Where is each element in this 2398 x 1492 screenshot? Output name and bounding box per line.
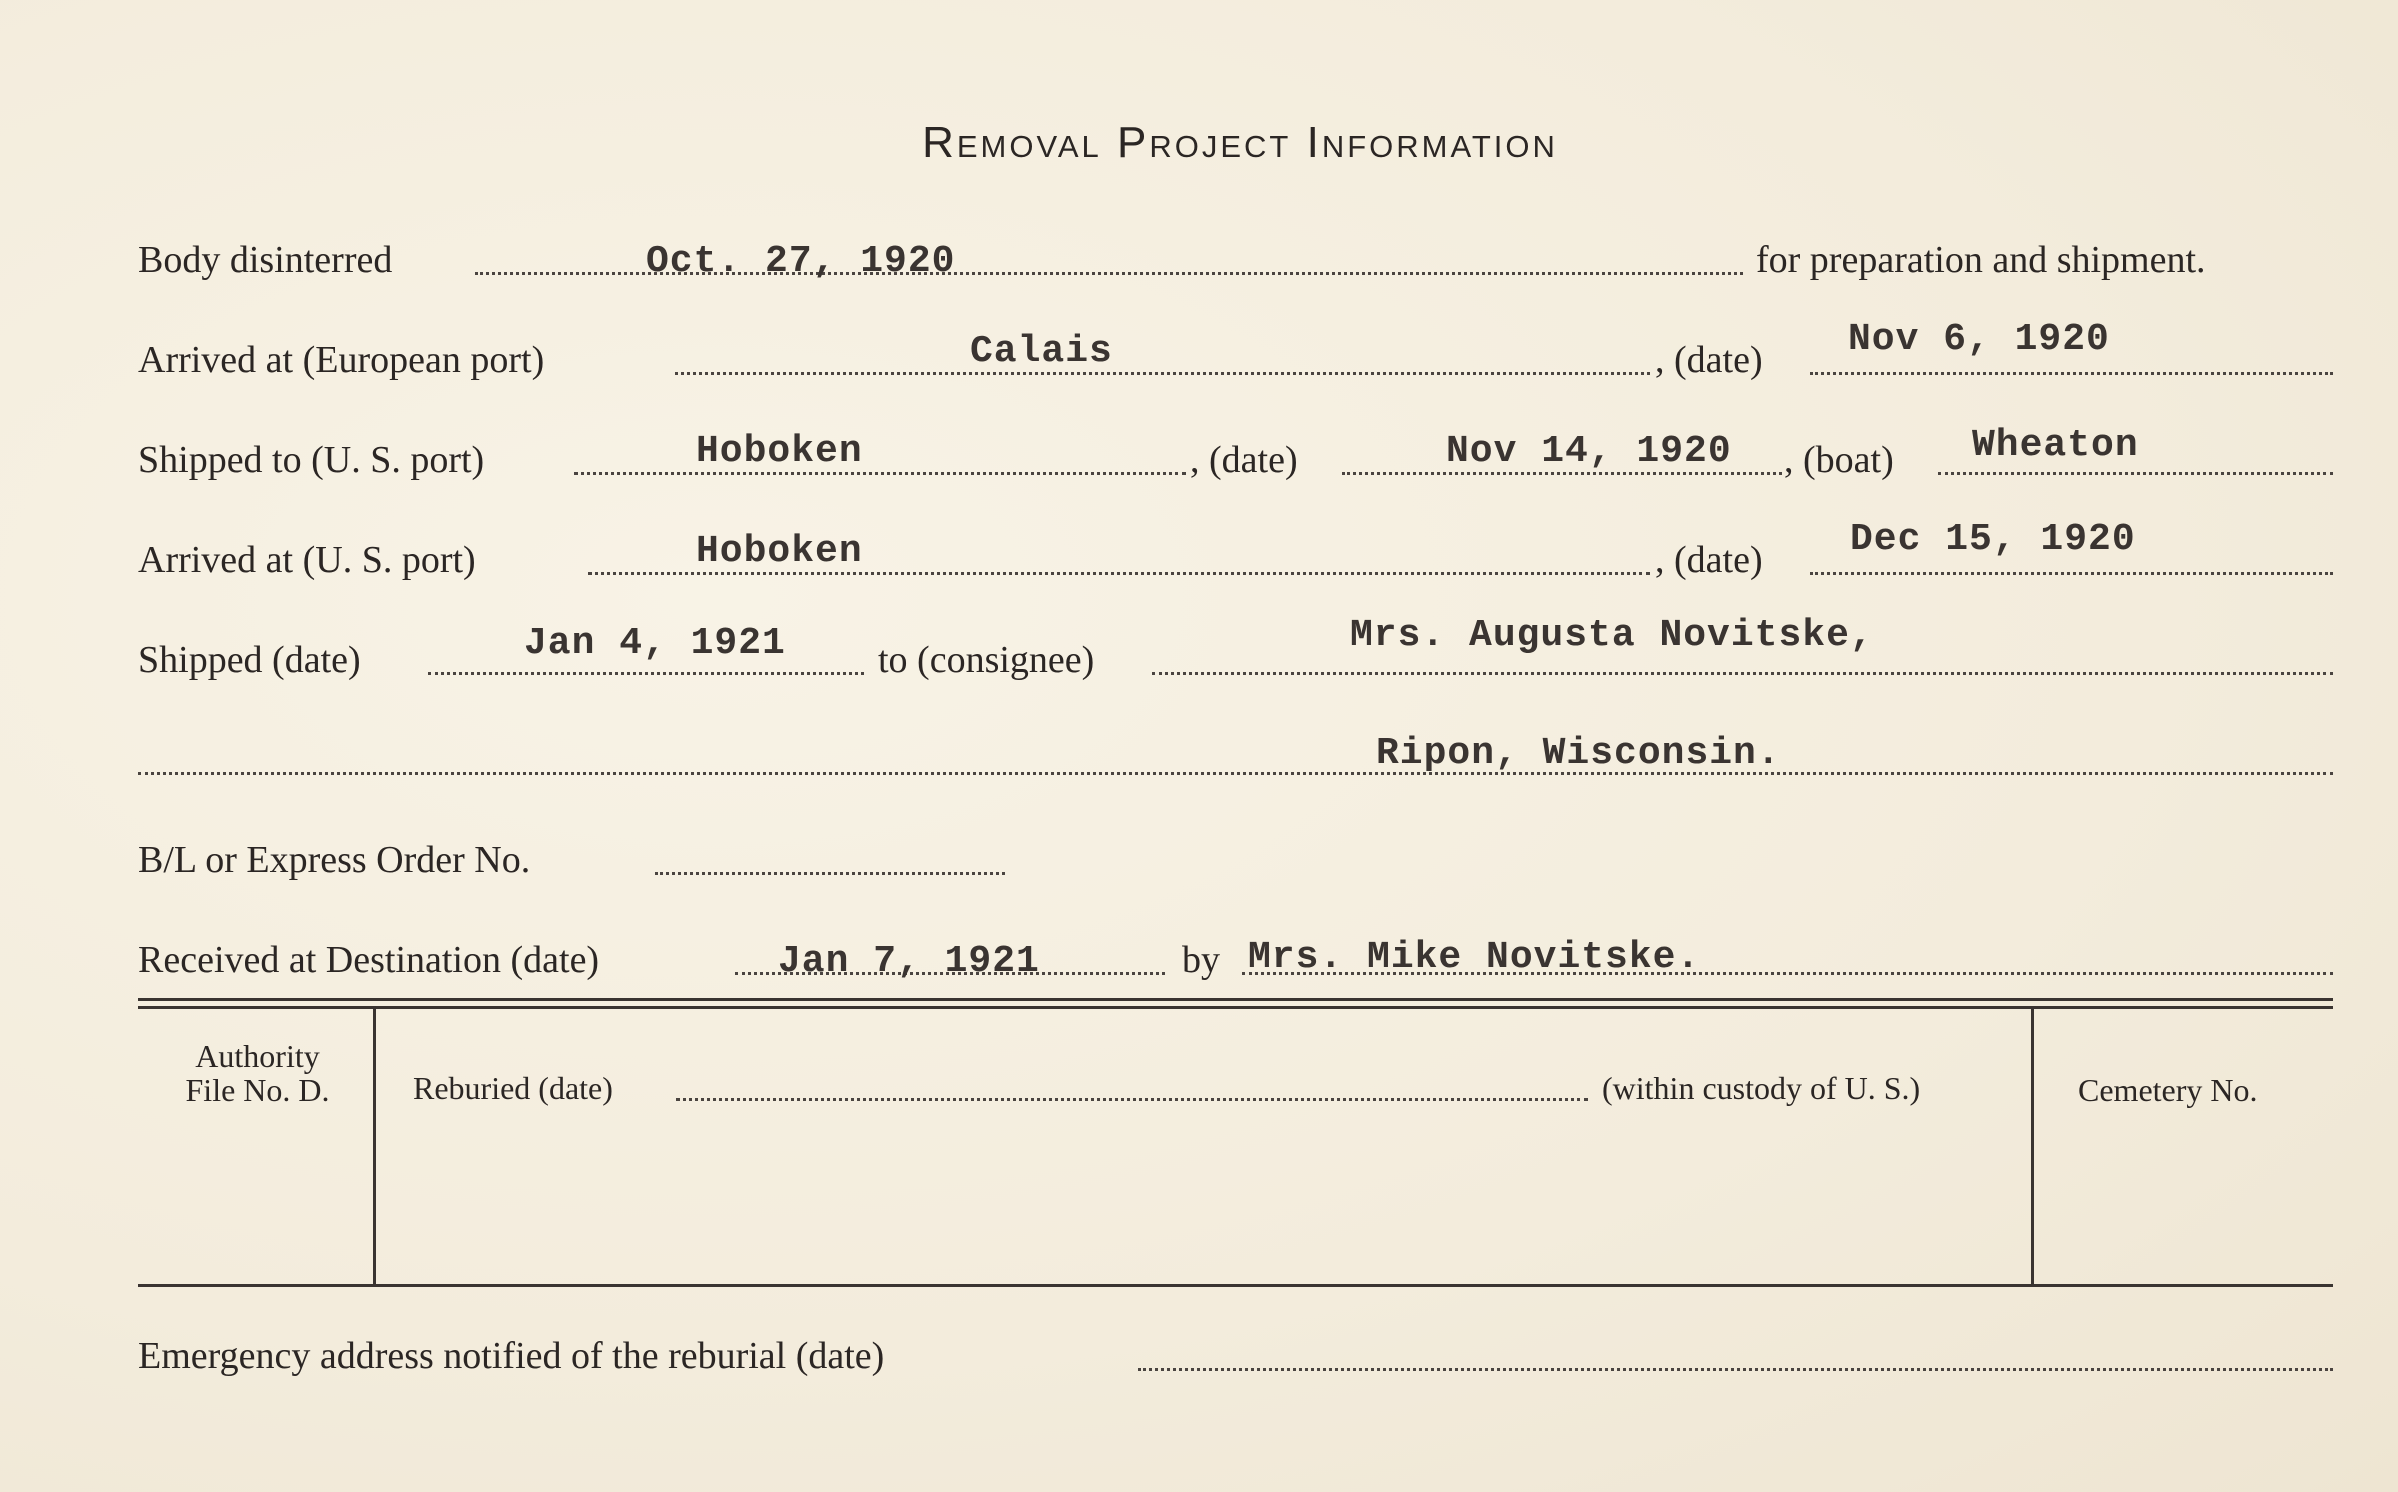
table-top-rule bbox=[138, 998, 2333, 1001]
authority-label-line2: File No. D. bbox=[185, 1072, 330, 1108]
arrived-us-date-label: , (date) bbox=[1655, 539, 1763, 581]
by-value: Mrs. Mike Novitske. bbox=[1248, 936, 1701, 979]
table-top-rule-2 bbox=[138, 1006, 2333, 1009]
cemetery-label: Cemetery No. bbox=[2078, 1072, 2258, 1108]
bl-line bbox=[655, 872, 1005, 875]
arrived-european-date-label: , (date) bbox=[1655, 339, 1763, 381]
shipped-us-label: Shipped to (U. S. port) bbox=[138, 439, 485, 481]
body-disinterred-value: Oct. 27, 1920 bbox=[646, 240, 956, 283]
shipped-us-line bbox=[574, 472, 1186, 475]
emergency-label: Emergency address notified of the reburial (date) bbox=[138, 1335, 885, 1377]
consignee-line1: Mrs. Augusta Novitske, bbox=[1350, 614, 1874, 657]
shipped-us-date-label: , (date) bbox=[1190, 439, 1298, 481]
card-title: Removal Project Information bbox=[922, 118, 1558, 167]
arrived-european-date: Nov 6, 1920 bbox=[1848, 318, 2110, 361]
shipped-date-label: Shipped (date) bbox=[138, 639, 361, 681]
table-divider-right bbox=[2031, 1006, 2034, 1284]
received-value: Jan 7, 1921 bbox=[778, 940, 1040, 983]
emergency-line bbox=[1138, 1368, 2333, 1371]
table-divider-left bbox=[373, 1006, 376, 1284]
shipped-date-line bbox=[428, 672, 864, 675]
consignee-continued-line bbox=[138, 772, 2333, 775]
consignee-line bbox=[1152, 672, 2333, 675]
arrived-european-line bbox=[675, 372, 1650, 375]
arrived-us-label: Arrived at (U. S. port) bbox=[138, 539, 476, 581]
reburied-label: Reburied (date) bbox=[413, 1070, 613, 1106]
received-label: Received at Destination (date) bbox=[138, 939, 600, 981]
consignee-label: to (consignee) bbox=[878, 639, 1095, 681]
arrived-european-label: Arrived at (European port) bbox=[138, 339, 545, 381]
arrived-us-date: Dec 15, 1920 bbox=[1850, 518, 2136, 561]
boat-label: , (boat) bbox=[1784, 439, 1894, 481]
arrived-european-date-line bbox=[1810, 372, 2333, 375]
shipped-us-value: Hoboken bbox=[696, 430, 863, 473]
body-disinterred-label: Body disinterred bbox=[138, 239, 393, 281]
by-label: by bbox=[1182, 939, 1220, 981]
custody-label: (within custody of U. S.) bbox=[1602, 1070, 1921, 1106]
bl-label: B/L or Express Order No. bbox=[138, 839, 531, 881]
table-bottom-rule bbox=[138, 1284, 2333, 1287]
boat-value: Wheaton bbox=[1972, 424, 2139, 467]
consignee-line2: Ripon, Wisconsin. bbox=[1376, 732, 1781, 775]
arrived-european-value: Calais bbox=[970, 330, 1113, 373]
boat-line bbox=[1938, 472, 2333, 475]
shipped-us-date: Nov 14, 1920 bbox=[1446, 430, 1732, 473]
body-disinterred-suffix: for preparation and shipment. bbox=[1756, 239, 2206, 281]
arrived-us-value: Hoboken bbox=[696, 530, 863, 573]
authority-label-line1: Authority bbox=[195, 1038, 320, 1074]
shipped-date-value: Jan 4, 1921 bbox=[524, 622, 786, 665]
reburied-line bbox=[676, 1098, 1588, 1101]
arrived-us-date-line bbox=[1810, 572, 2333, 575]
